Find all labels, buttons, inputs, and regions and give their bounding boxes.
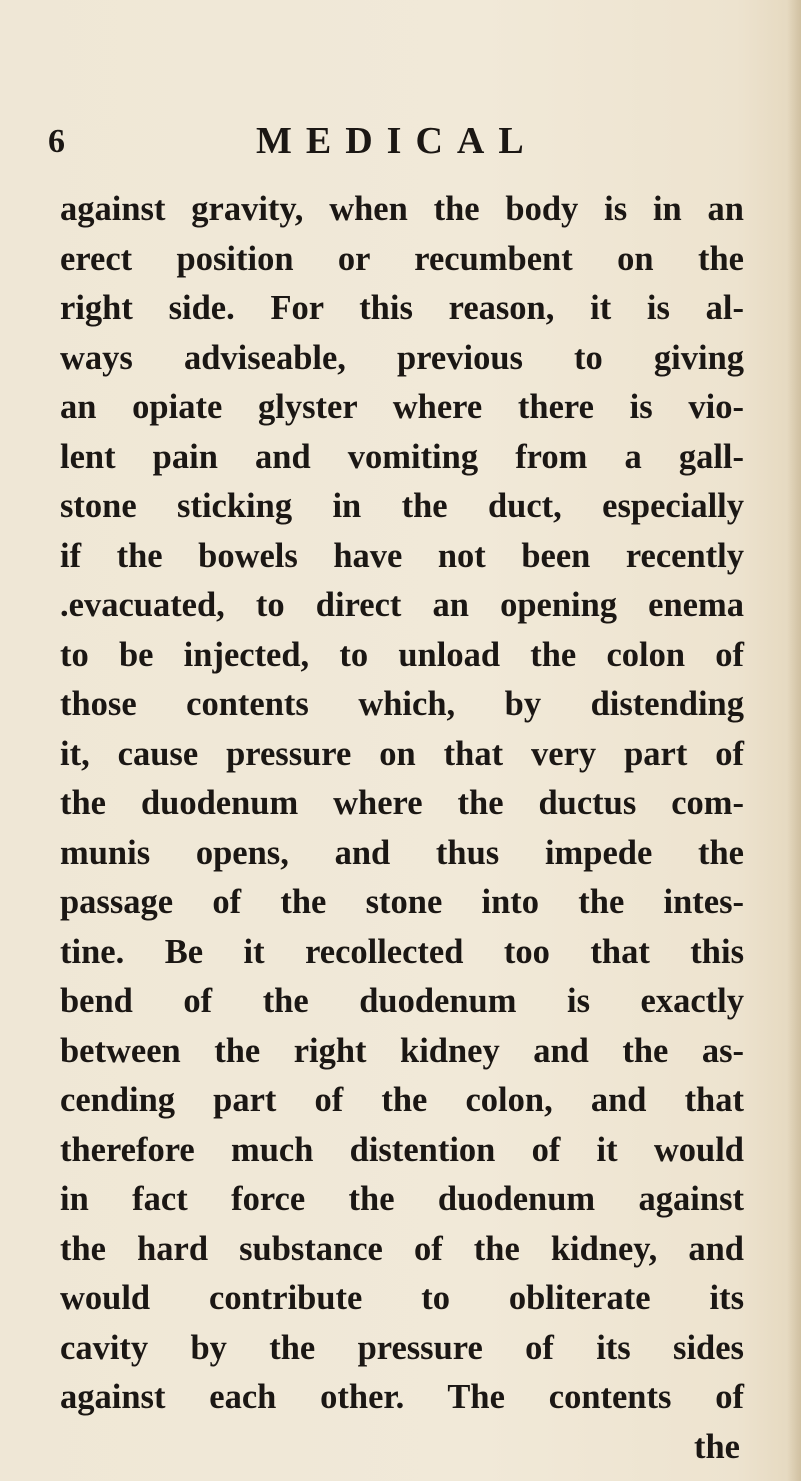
text-line: against gravity, when the body is in an bbox=[60, 190, 744, 228]
text-line: the duodenum where the ductus com- bbox=[60, 784, 744, 822]
text-line: lent pain and vomiting from a gall- bbox=[60, 437, 744, 476]
text-line: between the right kidney and the as- bbox=[60, 1031, 744, 1070]
text-line: munis opens, and thus impede the bbox=[60, 833, 744, 872]
text-line: tine. Be it recollected too that this bbox=[60, 932, 744, 971]
text-line: an opiate glyster where there is vio- bbox=[60, 388, 744, 426]
catchword: the bbox=[694, 1427, 740, 1466]
text-line: passage of the stone into the intes- bbox=[60, 883, 744, 921]
text-line: cavity by the pressure of its sides bbox=[60, 1328, 744, 1367]
text-line: ways adviseable, previous to giving bbox=[60, 338, 744, 377]
text-line: stone sticking in the duct, especially bbox=[60, 487, 744, 525]
text-line: erect position or recumbent on the bbox=[60, 239, 744, 278]
text-line: those contents which, by distending bbox=[60, 685, 744, 723]
running-head: MEDICAL bbox=[256, 120, 538, 162]
page-header bbox=[0, 118, 801, 168]
text-line: it, cause pressure on that very part of bbox=[60, 734, 744, 773]
page-number: 6 bbox=[48, 123, 65, 160]
text-line: to be injected, to unload the colon of bbox=[60, 635, 744, 674]
text-line: against each other. The contents of bbox=[60, 1378, 744, 1416]
text-line: would contribute to obliterate its bbox=[60, 1279, 744, 1317]
text-line: if the bowels have not been recently bbox=[60, 536, 744, 575]
body-text bbox=[60, 185, 744, 1472]
text-line: in fact force the duodenum against bbox=[60, 1180, 744, 1218]
text-line: .evacuated, to direct an opening enema bbox=[60, 586, 744, 624]
text-line: the hard substance of the kidney, and bbox=[60, 1229, 744, 1268]
page-edge-shadow bbox=[787, 0, 801, 1481]
text-line: bend of the duodenum is exactly bbox=[60, 982, 744, 1020]
text-line: cending part of the colon, and that bbox=[60, 1081, 744, 1119]
text-line: therefore much distention of it would bbox=[60, 1130, 744, 1169]
text-line: right side. For this reason, it is al- bbox=[60, 289, 744, 327]
